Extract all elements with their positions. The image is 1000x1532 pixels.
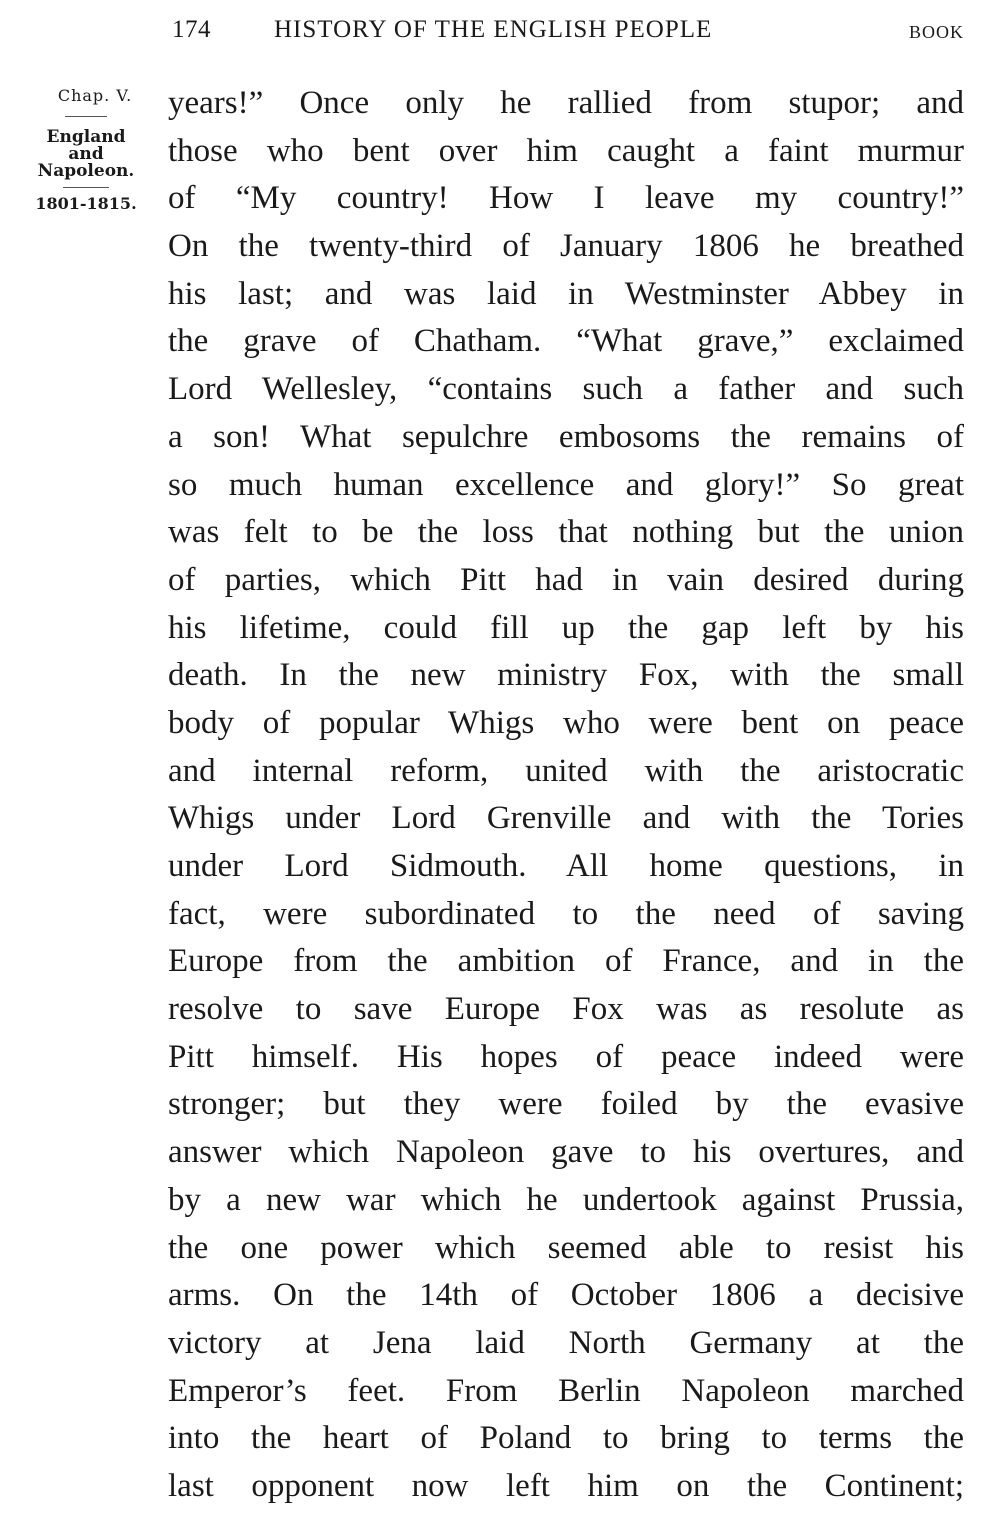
body-text — [168, 80, 964, 1511]
text-line: last opponent now left him on the Continent; — [168, 1467, 964, 1504]
sidenote-topic-line-1: England — [46, 127, 126, 147]
text-line: victory at Jena laid North Germany at the — [168, 1324, 964, 1361]
text-line: his lifetime, could fill up the gap left by his — [168, 609, 964, 646]
text-line: death. In the new ministry Fox, with the small — [168, 657, 964, 694]
text-line: Europe from the ambition of France, and in the — [168, 943, 964, 980]
text-line: years!” Once only he rallied from stupor; and — [168, 85, 964, 121]
sidenote-divider — [65, 116, 107, 117]
text-line: so much human excellence and glory!” So great — [168, 466, 964, 503]
sidenote-dates: 1801-1815. — [35, 194, 137, 213]
running-head — [168, 10, 964, 50]
text-line: under Lord Sidmouth. All home questions, in — [168, 848, 964, 884]
text-line: of parties, which Pitt had in vain desired during — [168, 561, 964, 598]
text-line: Pitt himself. His hopes of peace indeed were — [168, 1038, 964, 1075]
margin-sidenote — [20, 88, 152, 212]
running-title: HISTORY OF THE ENGLISH PEOPLE — [274, 16, 713, 43]
text-line: fact, were subordinated to the need of saving — [168, 895, 964, 932]
sidenote-topic — [20, 127, 152, 181]
text-line: the grave of Chatham. “What grave,” exclaimed — [168, 323, 964, 360]
sidenote-topic-line-3: Napoleon. — [37, 161, 135, 181]
text-line: resolve to save Europe Fox was as resolute as — [168, 991, 964, 1028]
sidenote-topic-line-2: and — [68, 144, 104, 164]
text-line: of “My country! How I leave my country!” — [168, 180, 964, 217]
text-line: stronger; but they were foiled by the evasive — [168, 1086, 964, 1123]
text-line: by a new war which he undertook against Prussia, — [168, 1181, 964, 1218]
book-label: BOOK — [908, 22, 964, 42]
text-line: Lord Wellesley, “contains such a father and such — [168, 371, 964, 408]
text-line: the one power which seemed able to resist his — [168, 1229, 964, 1266]
sidenote-divider — [63, 187, 109, 188]
text-line: and internal reform, united with the aristocratic — [168, 752, 964, 789]
text-line: Emperor’s feet. From Berlin Napoleon marched — [168, 1372, 964, 1409]
text-line: was felt to be the loss that nothing but the union — [168, 514, 964, 551]
text-line: those who bent over him caught a faint murmur — [168, 132, 964, 169]
text-line: body of popular Whigs who were bent on peace — [168, 704, 964, 741]
text-line: answer which Napoleon gave to his overtures, and — [168, 1134, 964, 1171]
text-line: arms. On the 14th of October 1806 a decisive — [168, 1277, 964, 1314]
chapter-label: Chap. V. — [57, 86, 133, 105]
text-line: into the heart of Poland to bring to terms the — [168, 1420, 964, 1457]
text-line: Whigs under Lord Grenville and with the Tories — [168, 800, 964, 837]
text-line: On the twenty-third of January 1806 he breathed — [168, 228, 964, 265]
text-line: his last; and was laid in Westminster Abbey in — [168, 275, 964, 312]
page-number: 174 — [172, 16, 211, 43]
text-line: a son! What sepulchre embosoms the remains of — [168, 418, 964, 455]
